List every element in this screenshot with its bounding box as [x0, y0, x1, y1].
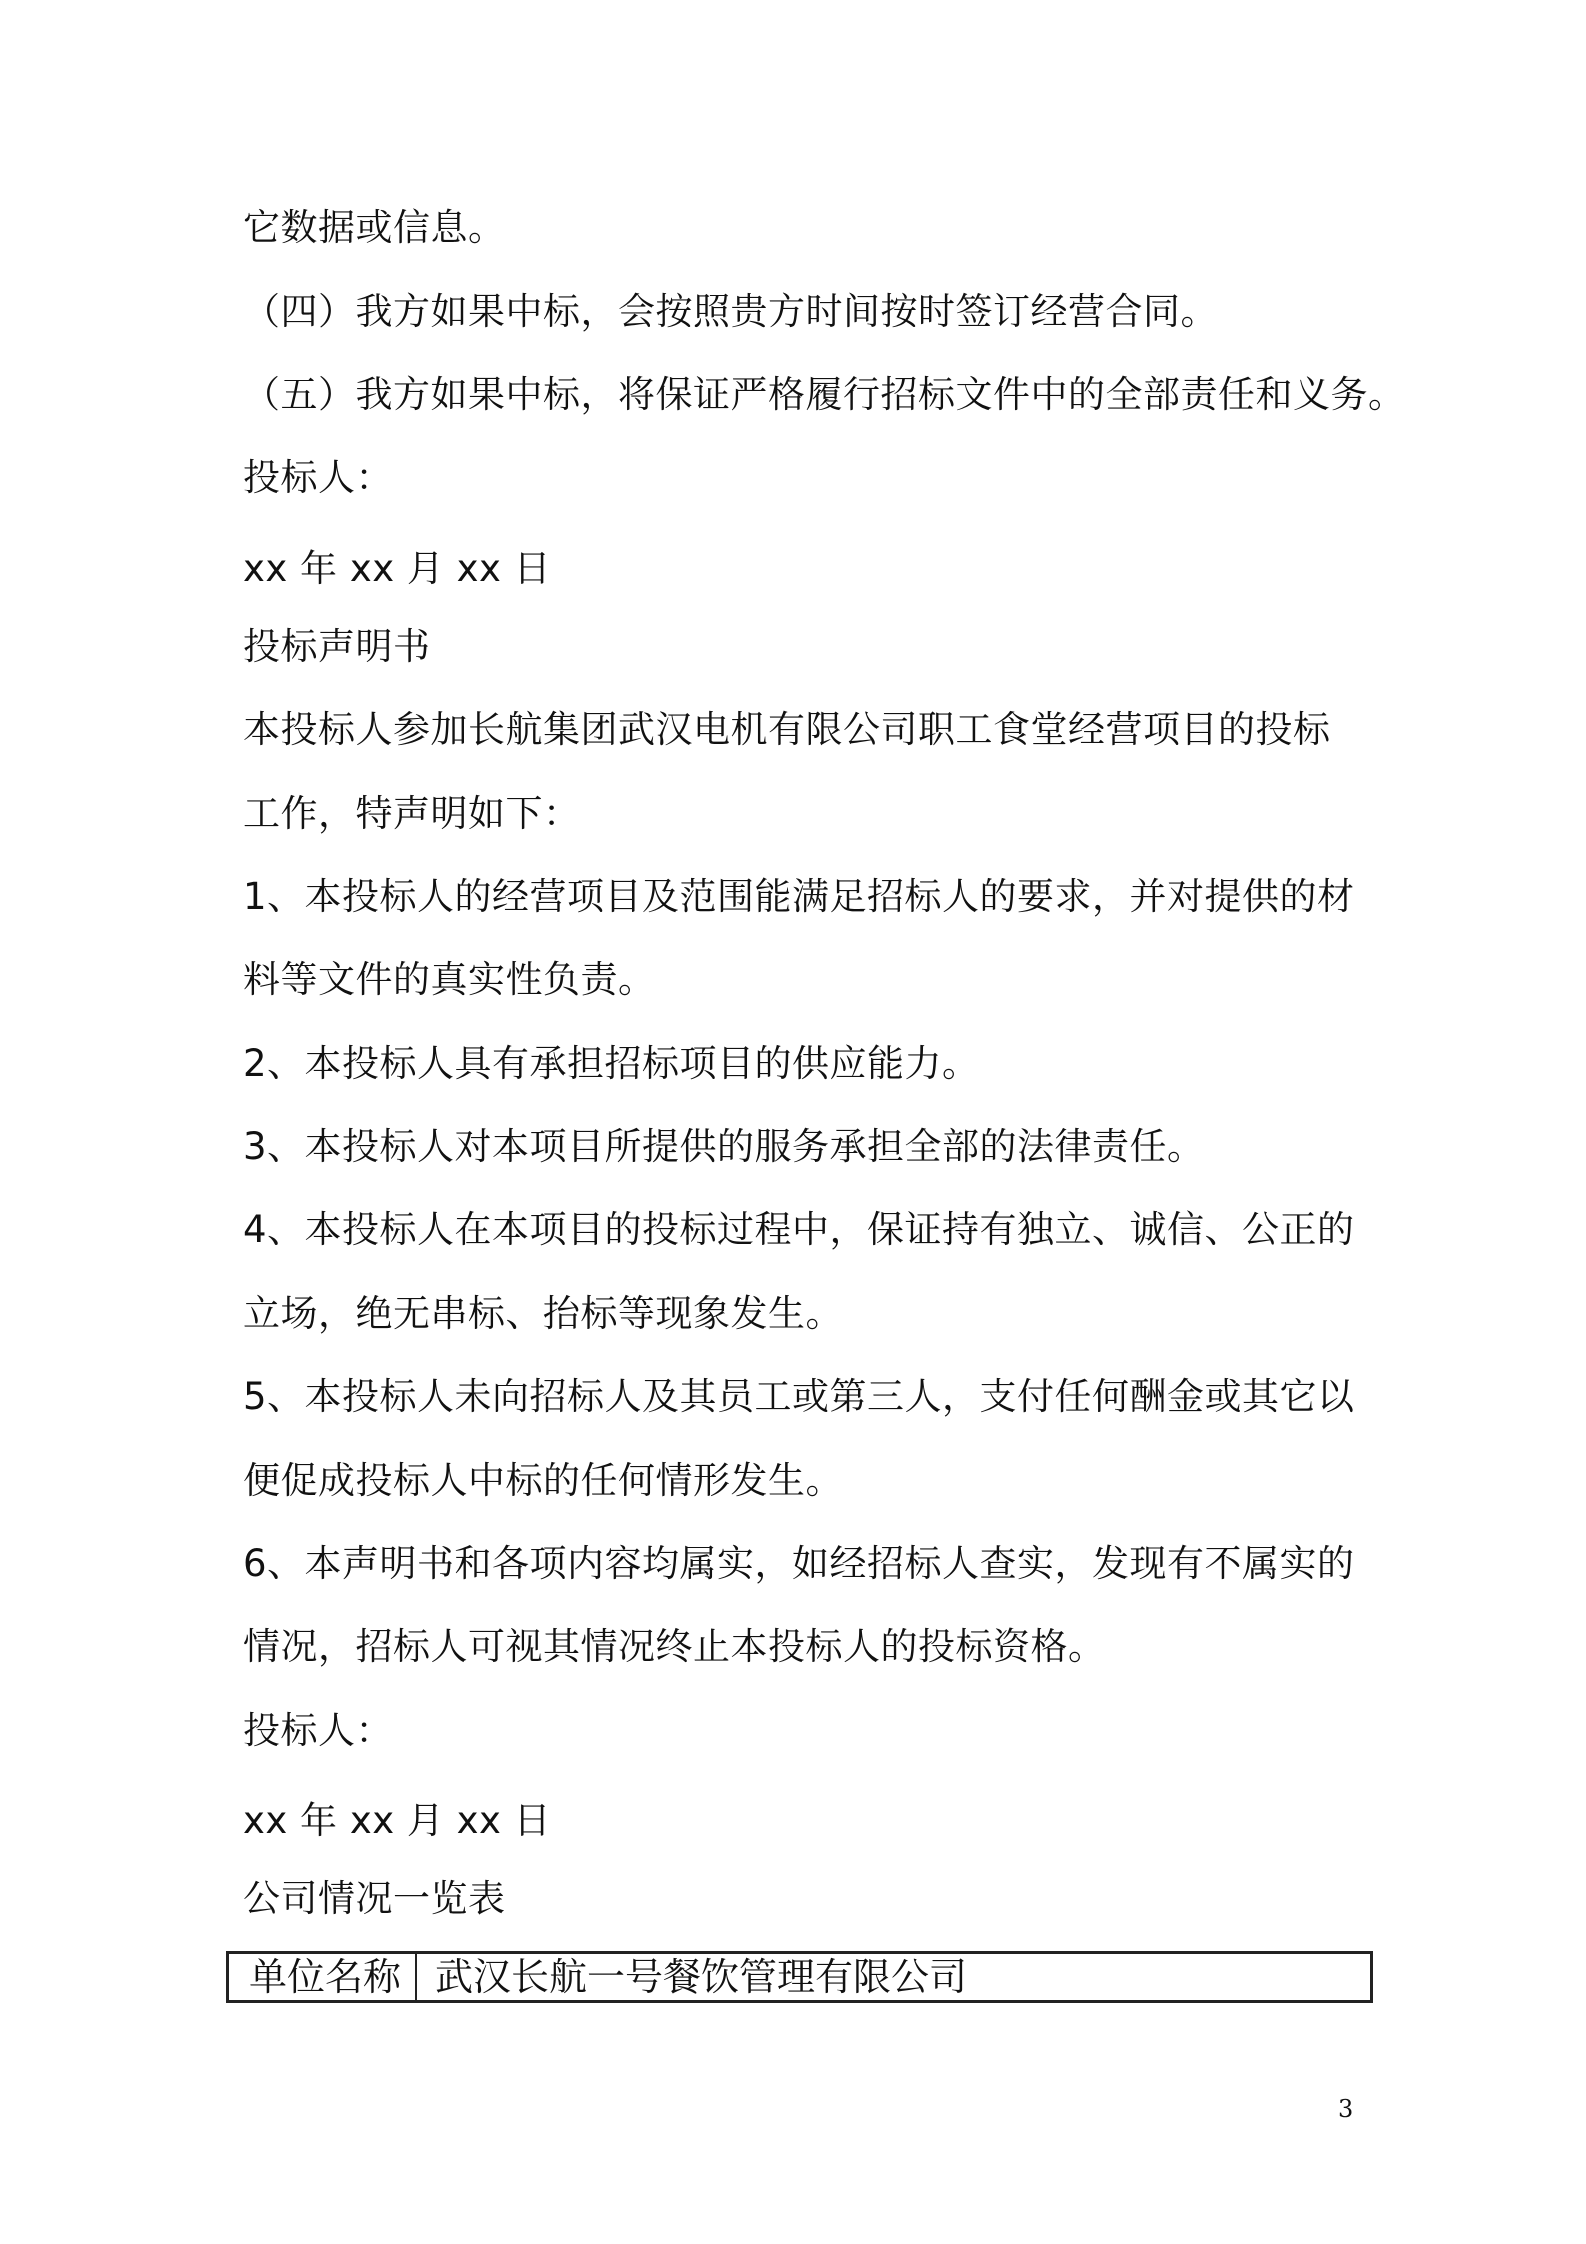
declaration-item-6-cont: 情况，招标人可视其情况终止本投标人的投标资格。	[243, 1625, 1106, 1668]
declaration-item-3: 3、本投标人对本项目所提供的服务承担全部的法律责任。	[243, 1125, 1205, 1168]
declaration-intro-2: 工作，特声明如下：	[243, 792, 581, 835]
declaration-item-2: 2、本投标人具有承担招标项目的供应能力。	[243, 1042, 980, 1085]
date-line-2: xx 年 xx 月 xx 日	[243, 1799, 552, 1842]
declaration-item-5: 5、本投标人未向招标人及其员工或第三人，支付任何酬金或其它以	[243, 1375, 1355, 1418]
text-line-1: 它数据或信息。	[243, 206, 506, 249]
date-line-1: xx 年 xx 月 xx 日	[243, 547, 552, 590]
declaration-title: 投标声明书	[243, 625, 431, 668]
text-line-3: （五）我方如果中标，将保证严格履行招标文件中的全部责任和义务。	[243, 373, 1406, 416]
declaration-item-5-cont: 便促成投标人中标的任何情形发生。	[243, 1459, 843, 1502]
declaration-intro-1: 本投标人参加长航集团武汉电机有限公司职工食堂经营项目的投标	[243, 708, 1331, 751]
declaration-item-6: 6、本声明书和各项内容均属实，如经招标人查实，发现有不属实的	[243, 1542, 1355, 1585]
bidder-label-1: 投标人：	[243, 456, 393, 499]
declaration-item-1-cont: 料等文件的真实性负责。	[243, 958, 656, 1001]
company-name-label: 单位名称	[229, 1954, 417, 2000]
company-overview-title: 公司情况一览表	[243, 1877, 506, 1920]
declaration-item-1: 1、本投标人的经营项目及范围能满足招标人的要求，并对提供的材	[243, 875, 1355, 918]
declaration-item-4-cont: 立场，绝无串标、抬标等现象发生。	[243, 1292, 843, 1335]
declaration-item-4: 4、本投标人在本项目的投标过程中，保证持有独立、诚信、公正的	[243, 1208, 1355, 1251]
company-name-value: 武汉长航一号餐饮管理有限公司	[435, 1955, 968, 1999]
bidder-label-2: 投标人：	[243, 1709, 393, 1752]
text-line-2: （四）我方如果中标，会按照贵方时间按时签订经营合同。	[243, 290, 1218, 333]
page-number: 3	[1338, 2095, 1354, 2123]
company-info-table	[226, 1951, 1373, 2003]
